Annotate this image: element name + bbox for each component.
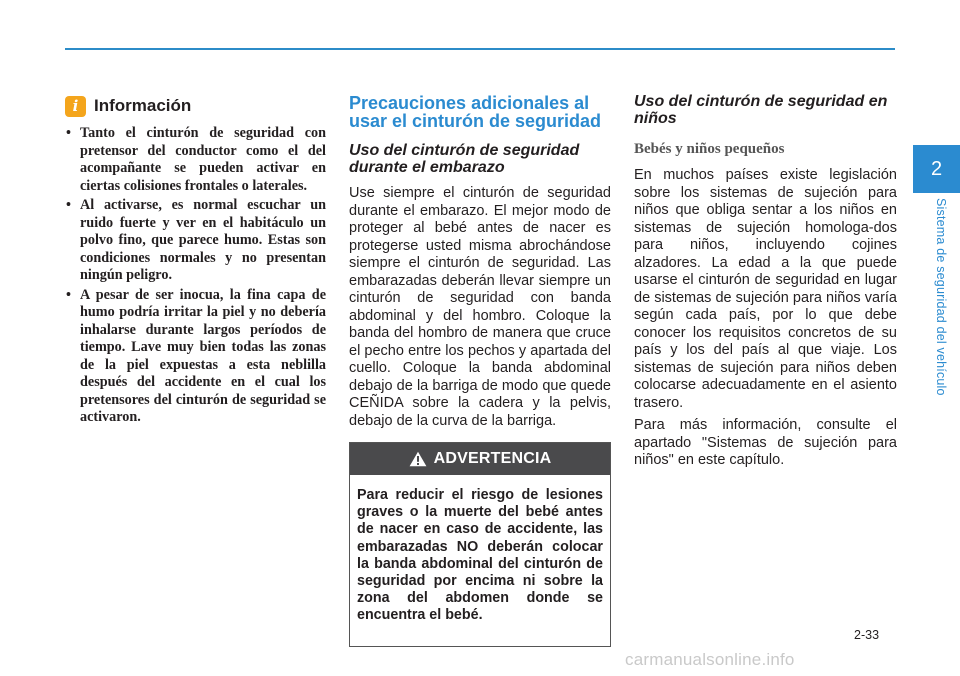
- children-paragraph-1: En muchos países existe legislación sobre los sistemas de sujeción para niños que obliga sentar a los niños en sistemas de sujeción homologa-dos para niños, incluyendo cojines alzadores. La edad a la que puede usarse el cinturón de seguridad en lugar de sistemas de sujeción para niños varía según cada país, por lo que debe conocer los requisitos concretos de su país y los del país al que viaje. Los sistemas de sujeción para niños deben colocarse adecuadamente en el asiento trasero.: [634, 167, 897, 411]
- page-number: 2-33: [854, 628, 880, 642]
- warning-title: ADVERTENCIA: [433, 450, 552, 467]
- pregnancy-text: Use siempre el cinturón de seguridad durante el embarazo. El mejor modo de proteger al bebé antes de nacer es protegerse usted misma abrochándose siempre el cinturón de seguridad. Las embarazadas deberán llevar siempre un cinturón de seguridad con banda abdominal y del hombro. Coloque la banda del hombro de manera que cruce el pecho entre los pechos y apartada del cuello. Coloque la banda abdominal debajo de la barriga de modo que quede CEÑIDA sobre la cadera y la pelvis, debajo de la curva de la barriga.: [349, 185, 611, 429]
- top-rule: [65, 48, 895, 50]
- info-section: [64, 95, 326, 429]
- info-bullet-item: • Tanto el cinturón de seguridad con pretensor del conductor como el del acompañante se pueden activar en ciertas colisiones frontales o laterales.: [64, 125, 326, 195]
- chapter-number-tab: 2: [913, 145, 960, 193]
- children-paragraph-2: Para más información, consulte el apartado "Sistemas de sujeción para niños" en este capítulo.: [634, 417, 897, 468]
- precautions-section: [349, 94, 611, 430]
- pregnancy-subtitle: Uso del cinturón de seguridad durante el embarazo: [349, 142, 580, 176]
- children-subheading: Bebés y niños pequeños: [634, 141, 785, 157]
- chapter-title-vertical: Sistema de seguridad del vehículo: [934, 198, 948, 396]
- warning-triangle-icon: [409, 451, 427, 467]
- watermark: carmanualsonline.info: [625, 650, 795, 669]
- info-title: Información: [94, 96, 192, 115]
- warning-header: [350, 443, 610, 475]
- warning-text: Para reducir el riesgo de lesiones graves o la muerte del bebé antes de nacer en caso de accidente, las embarazadas NO deberán colocar la banda abdominal del cinturón de seguridad por encima ni sobre la zona del abdomen donde se encuentra el bebé.: [357, 487, 603, 624]
- section-title: Precauciones adicionales al usar el cinturón de seguridad: [349, 93, 602, 131]
- children-section: [634, 93, 897, 470]
- info-bullet-item: • Al activarse, es normal escuchar un ruido fuerte y ver en el habitáculo un polvo fino, que parece humo. Estas son condiciones normales y no presentan ningún peligro.: [64, 197, 326, 285]
- info-bullet-list: [64, 125, 326, 427]
- children-title: Uso del cinturón de seguridad en niños: [634, 93, 888, 127]
- info-header: [64, 95, 326, 117]
- warning-box: [349, 442, 611, 647]
- info-icon: i: [65, 96, 86, 117]
- info-bullet-item: • A pesar de ser inocua, la fina capa de humo podría irritar la piel y no debería inhalarse durante largos períodos de tiempo. Lave muy bien todas las zonas de la piel expuestas a esta neblilla después del accidente en el cual los pretensores del cinturón de seguridad se activaron.: [64, 287, 326, 427]
